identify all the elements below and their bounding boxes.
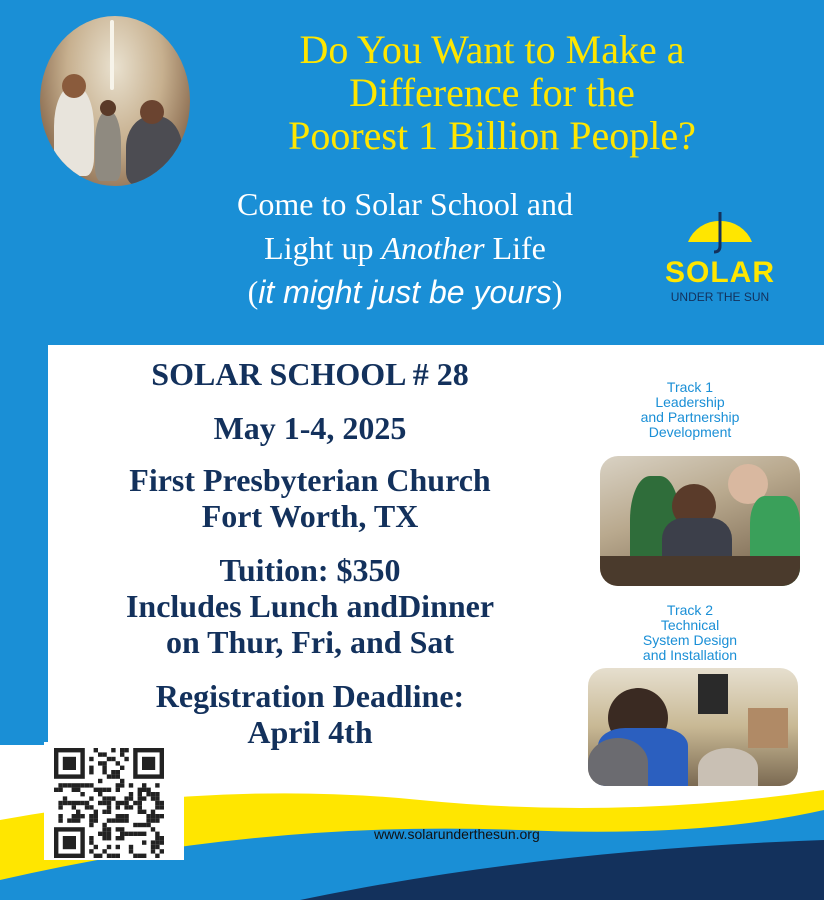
- qr-code[interactable]: [44, 742, 184, 860]
- track-2-line: Track 2: [666, 602, 714, 618]
- track-1-label: [610, 380, 770, 440]
- logo-word: SOLAR: [665, 256, 775, 289]
- subhead-text: Light up: [264, 230, 382, 266]
- hero-photo: [40, 16, 190, 186]
- website-url[interactable]: www.solarunderthesun.org: [374, 826, 540, 842]
- headline-line: Do You Want to Make a: [299, 27, 685, 72]
- headline-line: Poorest 1 Billion People?: [288, 113, 696, 158]
- left-blue-strip: [0, 345, 48, 745]
- city: Fort Worth, TX: [201, 498, 419, 534]
- deadline-label: Registration Deadline:: [155, 678, 465, 714]
- track-2-label: [620, 603, 760, 663]
- includes-line-1: Includes Lunch andDinner: [125, 588, 495, 624]
- subhead-line-3: [130, 270, 680, 314]
- deadline-date: April 4th: [247, 714, 373, 750]
- track-1-line: Development: [648, 424, 732, 440]
- subhead: [130, 182, 680, 314]
- track-1-photo: [600, 456, 800, 586]
- tuition: Tuition: $350: [219, 552, 401, 588]
- track-1-line: Track 1: [666, 379, 714, 395]
- school-number: SOLAR SCHOOL # 28: [151, 356, 469, 392]
- paren-open: (: [247, 274, 259, 310]
- sun-umbrella-icon: [650, 200, 790, 260]
- includes-line-2: on Thur, Fri, and Sat: [165, 624, 455, 660]
- subhead-italic: it might just be yours: [258, 274, 552, 310]
- subhead-line-1: Come to Solar School and: [237, 186, 573, 222]
- subhead-line-2: [130, 226, 680, 270]
- solar-under-the-sun-logo: [650, 200, 790, 310]
- paren-close: ): [551, 274, 563, 310]
- track-2-line: Technical: [660, 617, 720, 633]
- qr-code-image: [44, 742, 184, 860]
- event-dates: May 1-4, 2025: [213, 410, 407, 446]
- track-1-line: Leadership: [655, 394, 725, 410]
- track-1-line: and Partnership: [640, 409, 740, 425]
- logo-tagline: UNDER THE SUN: [670, 290, 770, 304]
- headline-line: Difference for the: [349, 70, 635, 115]
- track-2-line: and Installation: [642, 647, 738, 663]
- subhead-text: Life: [484, 230, 546, 266]
- subhead-emphasis: Another: [381, 230, 485, 266]
- track-2-line: System Design: [642, 632, 738, 648]
- venue: First Presbyterian Church: [129, 462, 491, 498]
- headline: [192, 28, 792, 157]
